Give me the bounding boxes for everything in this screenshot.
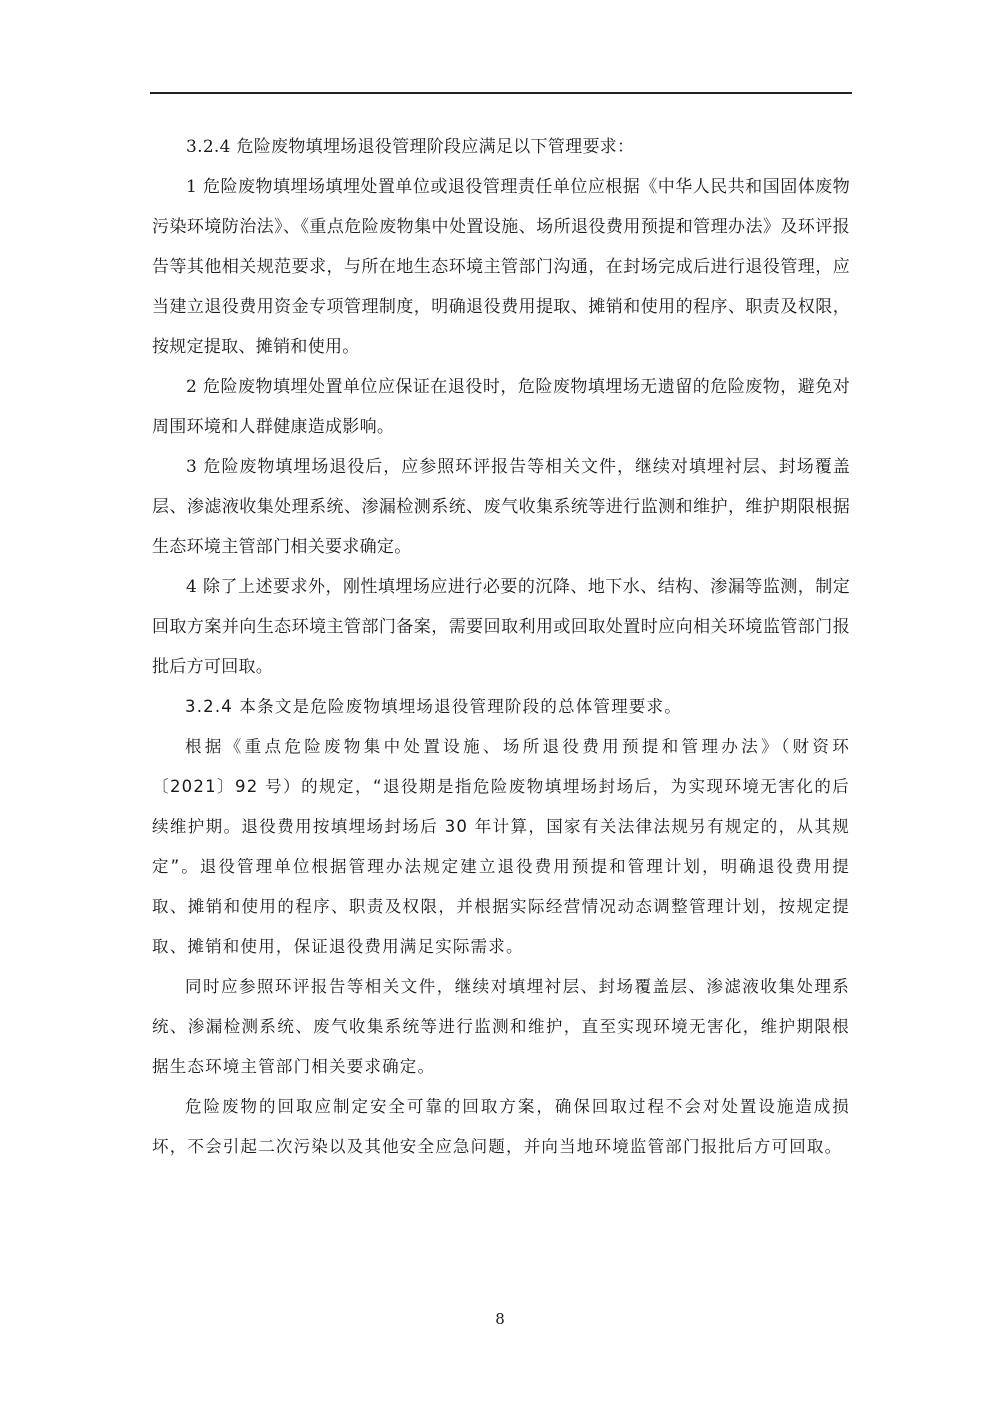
- header-rule: [150, 92, 852, 94]
- commentary-paragraph-3: 危险废物的回取应制定安全可靠的回取方案，确保回取过程不会对处置设施造成损坏，不会引起二次污染以及其他安全应急问题，并向当地环境监管部门报批后方可回取。: [152, 1097, 850, 1156]
- clause-item-4: 4 除了上述要求外，刚性填埋场应进行必要的沉降、地下水、结构、渗漏等监测，制定回取方案并向生态环境主管部门备案，需要回取利用或回取处置时应向相关环境监管部门报批后方可回取。: [152, 577, 850, 677]
- commentary-paragraph-2: 同时应参照环评报告等相关文件，继续对填埋衬层、封场覆盖层、渗滤液收集处理系统、渗漏检测系统、废气收集系统等进行监测和维护，直至实现环境无害化，维护期限根据生态环境主管部门相关要求确定。: [152, 977, 850, 1076]
- page-number: 8: [495, 1310, 505, 1328]
- page-body: [152, 127, 850, 1167]
- commentary-paragraph-1: 根据《重点危险废物集中处置设施、场所退役费用预提和管理办法》（财资环〔2021〕92 号）的规定，“退役期是指危险废物填埋场封场后，为实现环境无害化的后续维护期。退役费用按填埋场封场后 30 年计算，国家有关法律法规另有规定的，从其规定”。退役管理单位根据管理办法规定建立退役费用预提和管理计划，明确退役费用提取、摊销和使用的程序、职责及权限，并根据实际经营情况动态调整管理计划，按规定提取、摊销和使用，保证退役费用满足实际需求。: [152, 737, 850, 956]
- clause-item-2: 2 危险废物填埋处置单位应保证在退役时，危险废物填埋场无遗留的危险废物，避免对周围环境和人群健康造成影响。: [152, 377, 850, 437]
- commentary-heading: 3.2.4 本条文是危险废物填埋场退役管理阶段的总体管理要求。: [185, 697, 682, 716]
- clause-item-1: 1 危险废物填埋场填埋处置单位或退役管理责任单位应根据《中华人民共和国固体废物污染环境防治法》、《重点危险废物集中处置设施、场所退役费用预提和管理办法》及环评报告等其他相关规范要求，与所在地生态环境主管部门沟通，在封场完成后进行退役管理，应当建立退役费用资金专项管理制度，明确退役费用提取、摊销和使用的程序、职责及权限，按规定提取、摊销和使用。: [152, 177, 850, 357]
- clause-3-2-4-heading: 3.2.4 危险废物填埋场退役管理阶段应满足以下管理要求：: [186, 137, 635, 157]
- clause-item-3: 3 危险废物填埋场退役后，应参照环评报告等相关文件，继续对填埋衬层、封场覆盖层、渗滤液收集处理系统、渗漏检测系统、废气收集系统等进行监测和维护，维护期限根据生态环境主管部门相关要求确定。: [152, 457, 850, 557]
